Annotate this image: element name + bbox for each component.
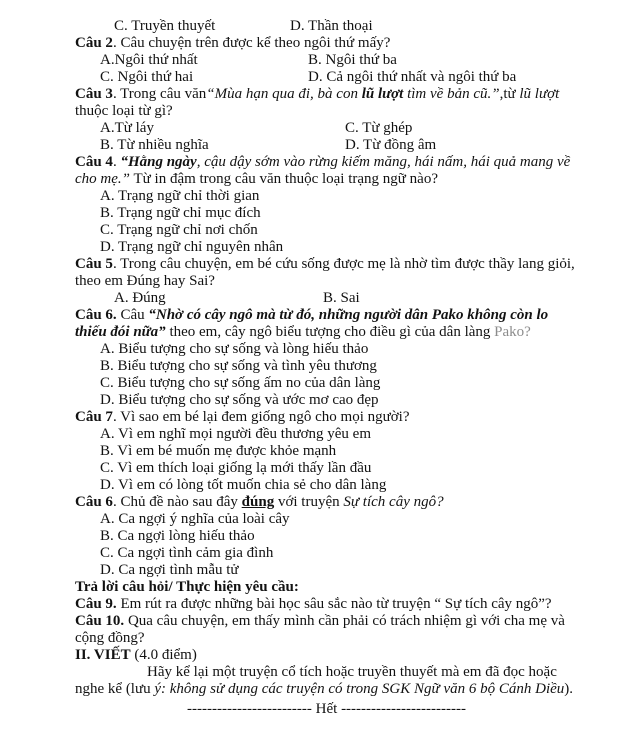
question-3-quote-open: “Mùa hạn qua đi, bà con — [206, 86, 362, 102]
question-6-quote: “Nhờ có cây ngô mà từ đó, những người dân Pako không còn lo thiếu đói nữa” — [75, 307, 549, 340]
option-b: B. Ca ngợi lòng hiếu thảo — [100, 528, 255, 544]
question-3-tail: thuộc loại từ gì? — [75, 103, 173, 119]
option-d: D. Cả ngôi thứ nhất và ngôi thứ ba — [308, 69, 517, 85]
question-3-options-row-1 — [75, 120, 578, 137]
option-b: B. Ngôi thứ ba — [308, 52, 397, 68]
question-4 — [75, 154, 578, 188]
option-b: B. Sai — [323, 290, 360, 306]
option-d: D. Thần thoại — [290, 18, 373, 34]
question-5-options-row — [75, 290, 578, 307]
question-6-mid: theo em, cây ngô biểu tượng cho điều gì của dân làng — [165, 324, 495, 340]
question-3-options-row-2 — [75, 137, 578, 154]
option-c: C. Biểu tượng cho sự sống ấm no của dân làng — [100, 375, 381, 391]
question-8 — [75, 494, 578, 511]
option-a: A. Trạng ngữ chỉ thời gian — [100, 188, 260, 204]
question-10-label: Câu 10. — [75, 613, 125, 629]
question-4-pre: . — [112, 154, 121, 170]
question-6-pre: Câu — [116, 307, 149, 323]
question-3-italic-word: lũ lượt — [519, 86, 560, 102]
option-b: B. Trạng ngữ chỉ mục đích — [100, 205, 261, 221]
essay-post: ). — [564, 681, 574, 697]
option-c: C. Trạng ngữ chỉ nơi chốn — [100, 222, 258, 238]
question-8-pre: . Chủ đề nào sau đây — [112, 494, 242, 510]
question-7 — [75, 409, 578, 426]
question-7-label: Câu 7 — [75, 409, 113, 425]
question-2-options-row-1 — [75, 52, 578, 69]
question-4-italic-rest: , cậu dậy sớm vào rừng kiếm măng, hái nấm, hái quả mang về cho mẹ.” — [75, 154, 571, 187]
section-2-heading — [75, 647, 578, 664]
question-9-label: Câu 9. — [75, 596, 117, 612]
question-10 — [75, 613, 578, 647]
option-a: A.Ngôi thứ nhất — [100, 52, 198, 68]
question-5-label: Câu 5 — [75, 256, 113, 272]
essay-pre: Hãy kể lại một truyện cổ tích hoặc truyền thuyết mà em đã đọc hoặc nghe kể (lưu — [75, 664, 557, 697]
option-a: A.Từ láy — [100, 120, 154, 136]
question-8-story-title: Sự tích cây ngô? — [343, 494, 444, 510]
question-2 — [75, 35, 578, 52]
question-2-options-row-2 — [75, 69, 578, 86]
question-5-text: . Trong câu chuyện, em bé cứu sống được mẹ là nhờ tìm được thầy lang giỏi, theo em Đúng hay Sai? — [75, 256, 575, 289]
option-b: B. Vì em bé muốn mẹ được khỏe mạnh — [100, 443, 337, 459]
option-c: C. Ngôi thứ hai — [100, 69, 194, 85]
option-d: D. Vì em có lòng tốt muốn chia sẻ cho dân làng — [100, 477, 387, 493]
option-d: D. Biểu tượng cho sự sống và ước mơ cao đẹp — [100, 392, 379, 408]
option-b: B. Từ nhiều nghĩa — [100, 137, 209, 153]
question-3-label: Câu 3 — [75, 86, 113, 102]
question-6-label: Câu 6. — [75, 307, 117, 323]
option-a: A. Đúng — [114, 290, 166, 306]
section-2-points: (4.0 điểm) — [130, 647, 197, 663]
question-7-text: . Vì sao em bé lại đem giống ngô cho mọi người? — [112, 409, 410, 425]
question-6 — [75, 307, 578, 341]
question-2-text: . Câu chuyện trên được kể theo ngôi thứ mấy? — [112, 35, 391, 51]
option-c: C. Truyền thuyết — [114, 18, 216, 34]
question-10-text: Qua câu chuyện, em thấy mình cần phải có trách nhiệm gì với cha mẹ và cộng đồng? — [75, 613, 565, 646]
section-2-label: II. VIẾT — [75, 647, 131, 663]
option-d: D. Trạng ngữ chỉ nguyên nhân — [100, 239, 284, 255]
option-d: D. Ca ngợi tình mẫu tử — [100, 562, 239, 578]
essay-note-italic: ý: không sử dụng các truyện có trong SGK Ngữ văn 6 bộ Cánh Diều — [154, 681, 565, 697]
essay-prompt — [75, 664, 578, 698]
option-a: A. Vì em nghĩ mọi người đều thương yêu em — [100, 426, 371, 442]
question-1-options-row — [75, 18, 578, 35]
option-c: C. Từ ghép — [345, 120, 413, 136]
question-8-underlined: đúng — [241, 494, 275, 510]
question-3-pre: . Trong câu văn — [112, 86, 207, 102]
question-9 — [75, 596, 578, 613]
question-4-bold-italic: “Hằng ngày — [120, 154, 197, 170]
answer-section-header: Trả lời câu hỏi/ Thực hiện yêu cầu: — [75, 579, 299, 595]
question-4-label: Câu 4 — [75, 154, 113, 170]
question-9-text: Em rút ra được những bài học sâu sắc nào từ truyện “ Sự tích cây ngô”? — [116, 596, 552, 612]
question-3-mid: ,từ — [499, 86, 520, 102]
question-8-mid: với truyện — [274, 494, 344, 510]
option-b: B. Biểu tượng cho sự sống và tình yêu thương — [100, 358, 377, 374]
end-of-exam-line: ------------------------- Hết ------------------------- — [187, 701, 466, 717]
option-c: C. Ca ngợi tình cảm gia đình — [100, 545, 274, 561]
question-4-tail: Từ in đậm trong câu văn thuộc loại trạng ngữ nào? — [130, 171, 438, 187]
option-a: A. Ca ngợi ý nghĩa của loài cây — [100, 511, 290, 527]
option-a: A. Biểu tượng cho sự sống và lòng hiếu thảo — [100, 341, 369, 357]
question-3-bold-italic: lũ lượt — [361, 86, 404, 102]
question-6-gray-word: Pako? — [494, 324, 531, 340]
question-2-label: Câu 2 — [75, 35, 113, 51]
option-d: D. Từ đồng âm — [345, 137, 437, 153]
question-3 — [75, 86, 578, 120]
option-c: C. Vì em thích loại giống lạ mới thấy lần đầu — [100, 460, 372, 476]
question-8-label: Câu 6 — [75, 494, 113, 510]
question-3-quote-close: tìm về bản cũ.” — [403, 86, 500, 102]
question-5 — [75, 256, 578, 290]
